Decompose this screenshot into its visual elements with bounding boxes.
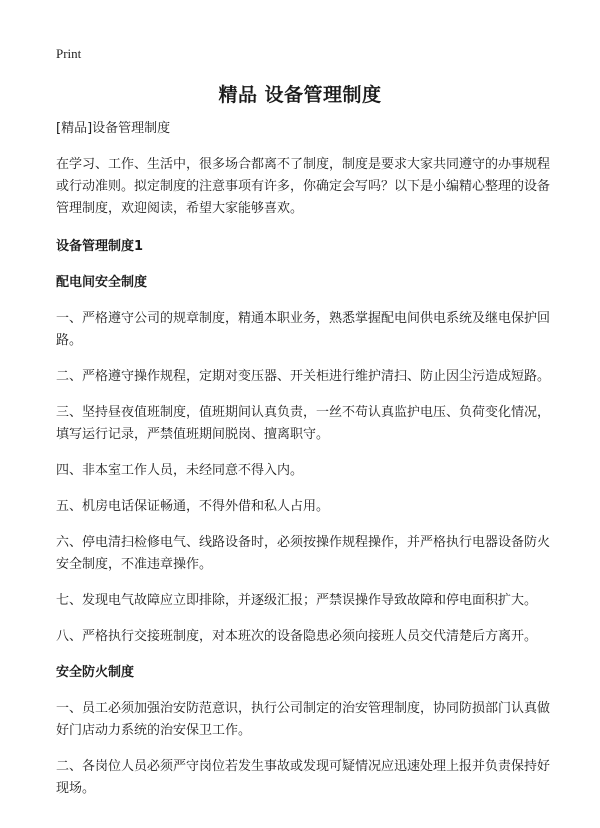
section-title: 设备管理制度1 [56, 239, 144, 254]
rule-item: 四、非本室工作人员，未经同意不得入内。 [56, 463, 304, 478]
fire-safety-heading: 安全防火制度 [56, 665, 135, 680]
electrical-room-heading: 配电间安全制度 [56, 275, 148, 290]
rule-item: 一、严格遵守公司的规章制度，精通本职业务，熟悉掌握配电间供电系统及继电保护回路。 [56, 311, 551, 348]
document-title: 精品 设备管理制度 [218, 84, 382, 106]
document-subtitle: [精品]设备管理制度 [56, 121, 171, 136]
rule-item: 二、严格遵守操作规程，定期对变压器、开关柜进行维护清扫、防止因尘污造成短路。 [56, 369, 551, 384]
rule-item: 七、发现电气故障应立即排除，并逐级汇报；严禁误操作导致故障和停电面积扩大。 [56, 593, 538, 608]
print-label: Print [56, 46, 82, 61]
rule-item: 六、停电清扫检修电气、线路设备时，必须按操作规程操作，并严格执行电器设备防火安全制度，不准违章操作。 [56, 535, 551, 572]
rule-item: 八、严格执行交接班制度，对本班次的设备隐患必须向接班人员交代清楚后方离开。 [56, 629, 538, 644]
rule-item: 二、各岗位人员必须严守岗位若发生事故或发现可疑情况应迅速处理上报并负责保持好现场。 [56, 759, 551, 796]
intro-paragraph: 在学习、工作、生活中，很多场合都离不了制度，制度是要求大家共同遵守的办事规程或行动准则。拟定制度的注意事项有许多，你确定会写吗？以下是小编精心整理的设备管理制度，欢迎阅读，希望大家能够喜欢。 [56, 157, 551, 216]
rule-item: 三、坚持昼夜值班制度，值班期间认真负责，一丝不苟认真监护电压、负荷变化情况，填写运行记录，严禁值班期间脱岗、擅离职守。 [56, 405, 551, 442]
rule-item: 五、机房电话保证畅通，不得外借和私人占用。 [56, 499, 330, 514]
rule-item: 一、员工必须加强治安防范意识，执行公司制定的治安管理制度，协同防损部门认真做好门店动力系统的治安保卫工作。 [56, 701, 551, 738]
document-body [56, 118, 552, 814]
